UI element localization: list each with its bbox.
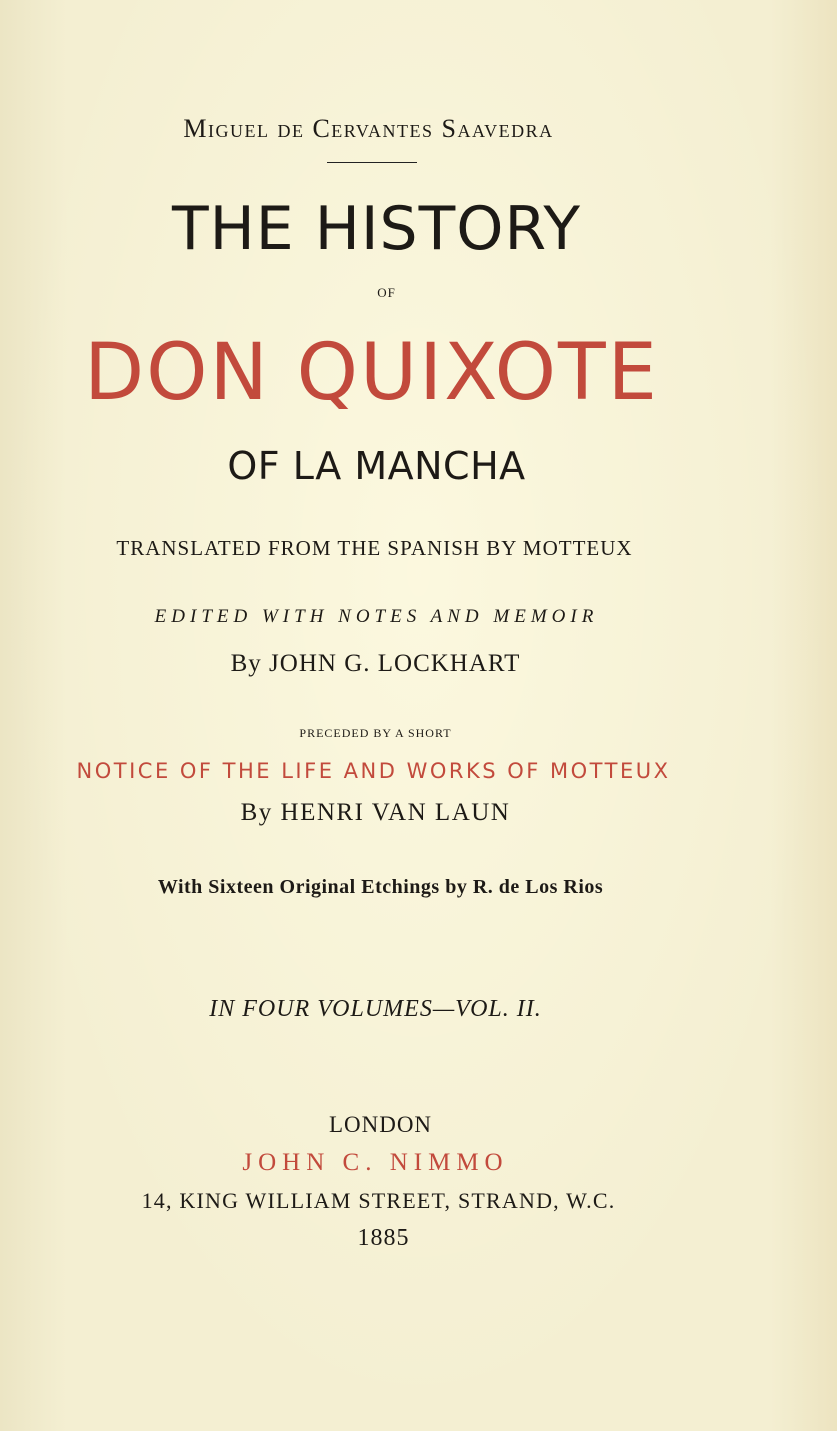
notice-author-credit: By HENRI VAN LAUN (240, 799, 511, 826)
editor-credit: By JOHN G. LOCKHART (230, 650, 521, 677)
volume-label: IN FOUR VOLUMES—VOL. II. (209, 996, 542, 1022)
edited-notice: EDITED WITH NOTES AND MEMOIR (154, 606, 599, 627)
title-rule (327, 162, 417, 163)
author-name: Miguel de Cervantes Saavedra (183, 114, 554, 143)
life-notice: NOTICE OF THE LIFE AND WORKS OF MOTTEUX (76, 759, 671, 783)
publisher-name: JOHN C. NIMMO (242, 1149, 509, 1176)
publisher-city: LONDON (328, 1112, 433, 1137)
title-of-la-mancha: OF LA MANCHA (227, 444, 526, 488)
publication-year: 1885 (357, 1225, 410, 1251)
title-the-history: THE HISTORY (171, 194, 582, 264)
preceded-note: PRECEDED BY A SHORT (299, 726, 452, 740)
translation-credit: TRANSLATED FROM THE SPANISH BY MOTTEUX (116, 536, 633, 560)
etchings-credit: With Sixteen Original Etchings by R. de Los Rios (157, 876, 604, 898)
publisher-address: 14, KING WILLIAM STREET, STRAND, W.C. (141, 1188, 616, 1213)
title-of: OF (377, 285, 396, 300)
title-don-quixote: DON QUIXOTE (84, 328, 659, 418)
